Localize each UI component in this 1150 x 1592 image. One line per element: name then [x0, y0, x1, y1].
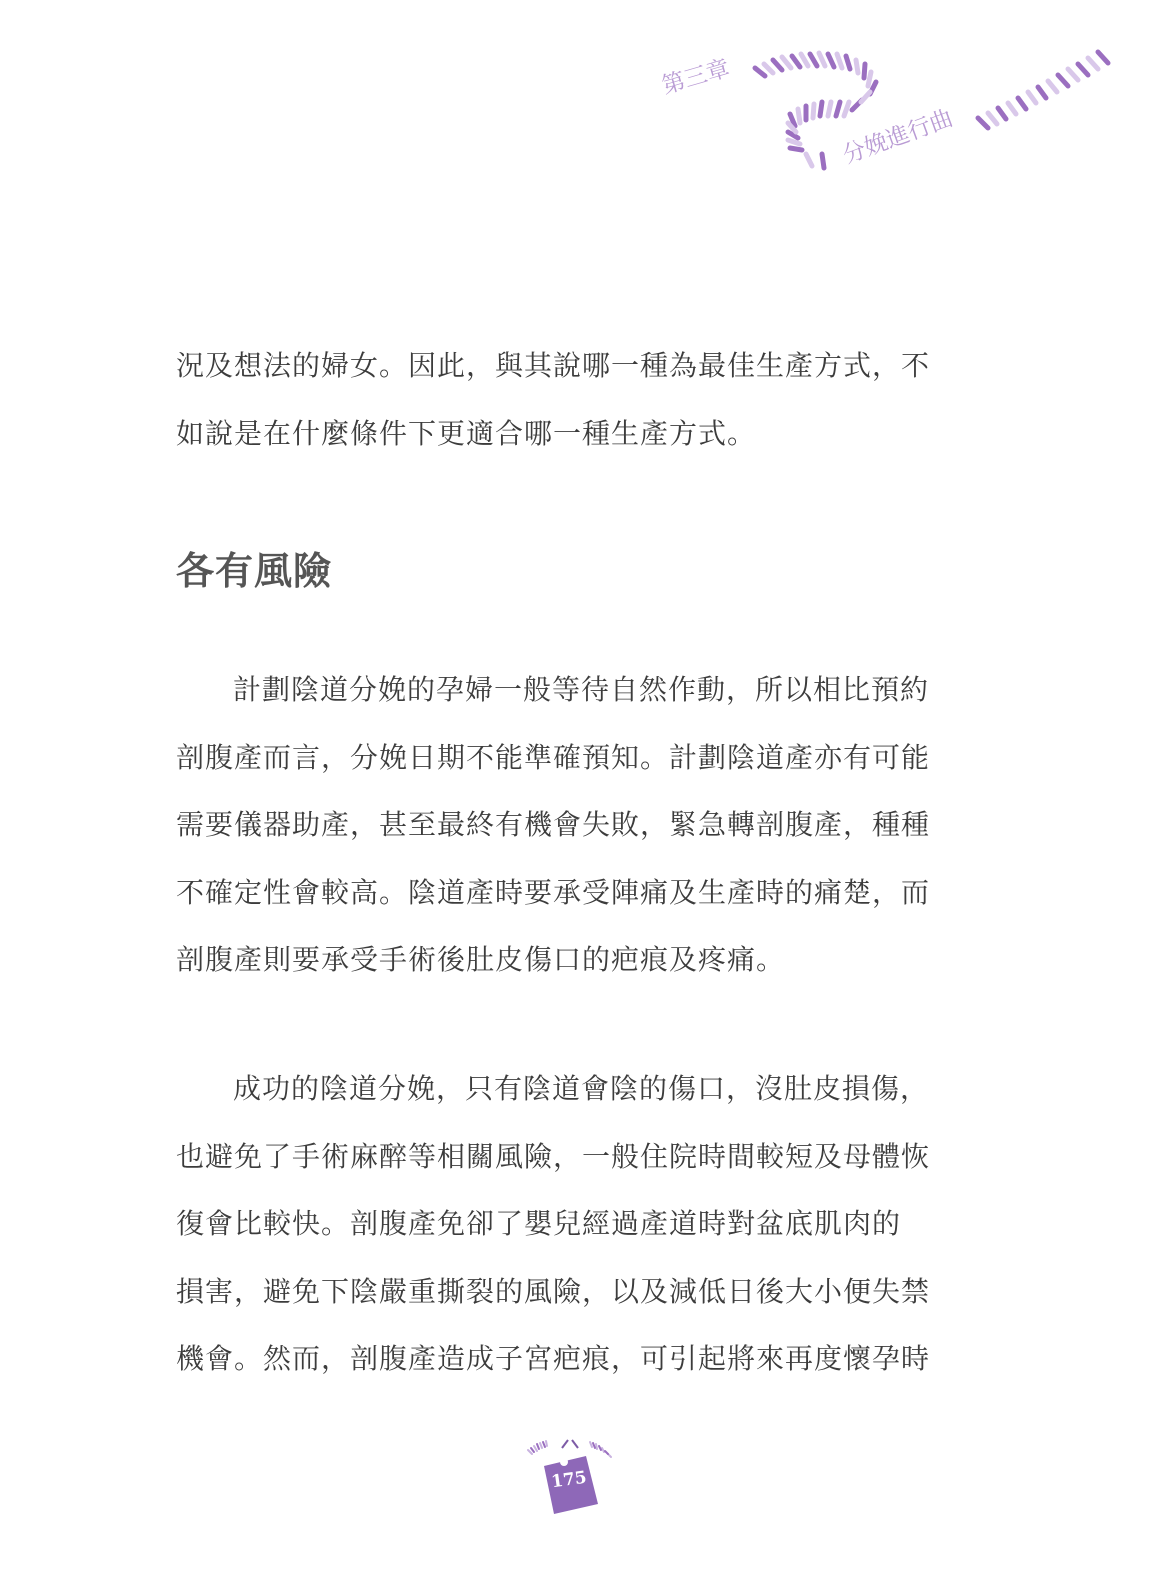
text-line: 機會。然而，剖腹產造成子宮疤痕，可引起將來再度懷孕時 [176, 1342, 931, 1375]
section-heading: 各有風險 [176, 549, 333, 593]
text-line: 計劃陰道分娩的孕婦一般等待自然作動，所以相比預約 [233, 673, 930, 706]
text-line: 剖腹產則要承受手術後肚皮傷口的疤痕及疼痛。 [176, 943, 786, 976]
chapter-subtitle: 分娩進行曲 [839, 105, 957, 170]
chapter-label: 第三章 [659, 55, 733, 100]
text-line: 剖腹產而言，分娩日期不能準確預知。計劃陰道產亦有可能 [176, 740, 931, 774]
text-line: 成功的陰道分娩，只有陰道會陰的傷口，沒肚皮損傷， [233, 1072, 930, 1105]
text-line: 如說是在什麼條件下更適合哪一種生產方式。 [176, 416, 757, 450]
text-line: 況及想法的婦女。因此，與其說哪一種為最佳生產方式，不 [176, 349, 931, 382]
intro-paragraph [176, 332, 976, 467]
paragraph-risks-1 [176, 656, 976, 994]
text-line: 不確定性會較高。陰道產時要承受陣痛及生產時的痛楚，而 [176, 875, 931, 909]
text-line: 也避免了手術麻醉等相關風險，一般住院時間較短及母體恢 [176, 1139, 931, 1173]
text-line: 復會比較快。剖腹產免卻了嬰兒經過產道時對盆底肌肉的 [176, 1207, 902, 1240]
text-line: 損害，避免下陰嚴重撕裂的風險，以及減低日後大小便失禁 [176, 1274, 931, 1308]
page-number: 175 [550, 1467, 588, 1493]
chapter-rope-decoration [640, 20, 1130, 220]
paragraph-risks-2 [176, 1055, 976, 1393]
text-line: 需要儀器助產，甚至最終有機會失敗，緊急轉剖腹產，種種 [176, 808, 931, 841]
